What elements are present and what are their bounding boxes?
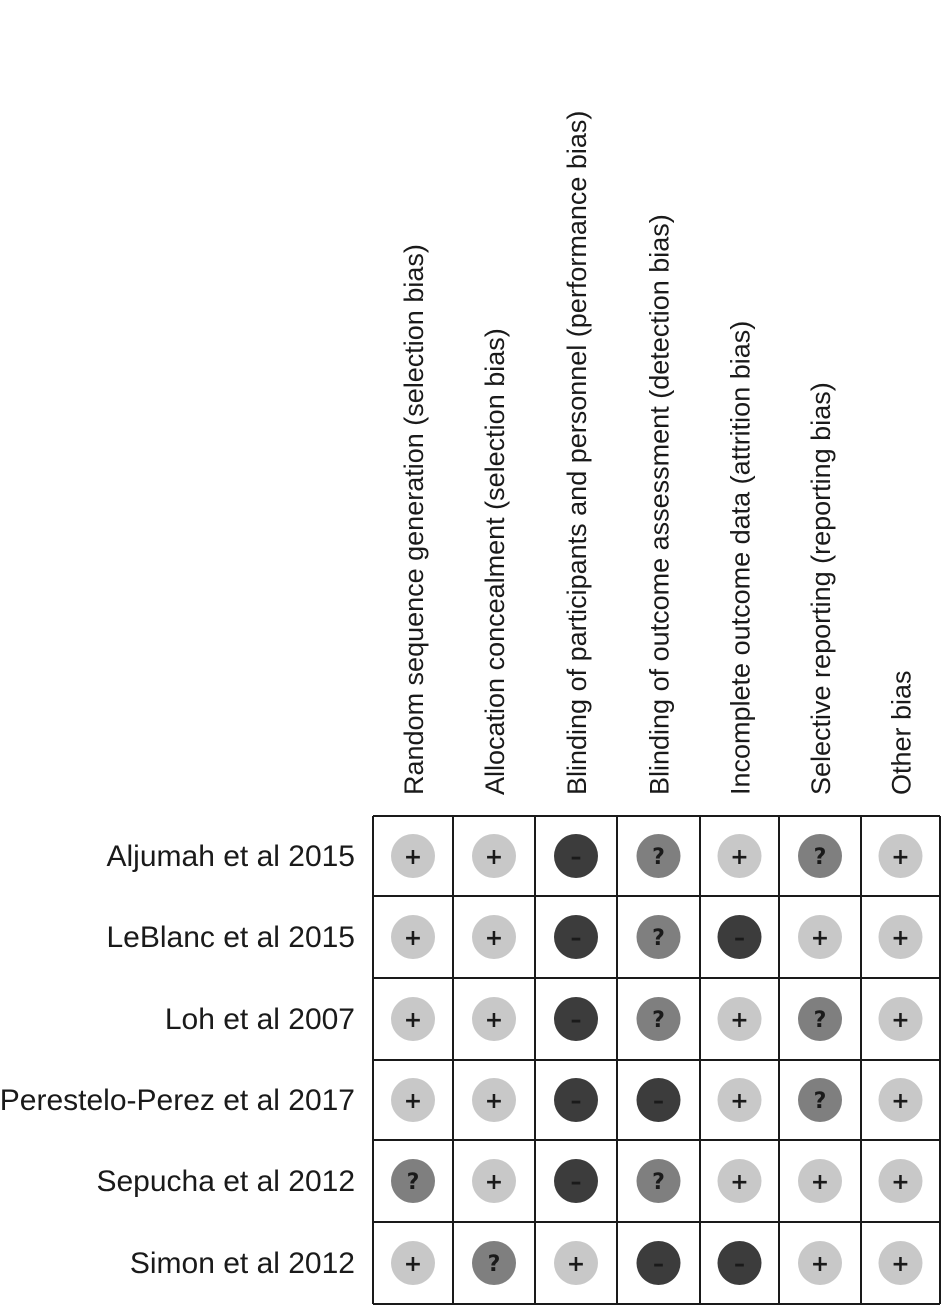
unclear-risk-symbol: ? — [652, 845, 665, 870]
high-risk-symbol: – — [570, 1170, 582, 1195]
low-risk-symbol: + — [730, 1008, 749, 1033]
low-risk-symbol: + — [403, 1008, 423, 1033]
low-risk-symbol: + — [891, 1252, 910, 1277]
column-label: Allocation concealment (selection bias) — [480, 328, 510, 795]
low-risk-symbol: + — [484, 1008, 504, 1033]
column-label: Other bias — [886, 670, 917, 795]
low-risk-symbol: + — [484, 845, 504, 870]
high-risk-symbol: – — [570, 1089, 582, 1114]
low-risk-symbol: + — [810, 926, 830, 951]
unclear-risk-symbol: ? — [813, 845, 827, 870]
low-risk-symbol: + — [403, 845, 423, 870]
column-label: Incomplete outcome data (attrition bias) — [725, 320, 756, 795]
unclear-risk-symbol: ? — [813, 1008, 827, 1033]
unclear-risk-symbol: ? — [487, 1252, 501, 1277]
low-risk-symbol: + — [730, 1089, 749, 1114]
low-risk-symbol: + — [810, 1170, 830, 1195]
high-risk-symbol: – — [734, 926, 745, 951]
column-label: Blinding of outcome assessment (detection bias) — [644, 214, 675, 795]
column-labels — [399, 111, 917, 795]
low-risk-symbol: + — [891, 1170, 910, 1195]
unclear-risk-symbol: ? — [652, 1170, 665, 1195]
high-risk-symbol: – — [653, 1089, 664, 1114]
row-label: Loh et al 2007 — [164, 1003, 355, 1036]
high-risk-symbol: – — [653, 1252, 664, 1277]
low-risk-symbol: + — [484, 1089, 504, 1114]
high-risk-symbol: – — [734, 1252, 745, 1277]
high-risk-symbol: – — [570, 1008, 582, 1033]
low-risk-symbol: + — [891, 1008, 910, 1033]
low-risk-symbol: + — [891, 845, 910, 870]
low-risk-symbol: + — [403, 1089, 423, 1114]
row-labels — [0, 840, 355, 1280]
low-risk-symbol: + — [810, 1252, 830, 1277]
low-risk-symbol: + — [730, 1170, 749, 1195]
low-risk-symbol: + — [730, 845, 749, 870]
unclear-risk-symbol: ? — [406, 1170, 420, 1195]
low-risk-symbol: + — [484, 1170, 504, 1195]
column-label: Blinding of participants and personnel (performance bias) — [562, 110, 592, 795]
row-label: Aljumah et al 2015 — [106, 840, 355, 873]
table-grid — [373, 816, 940, 1304]
unclear-risk-symbol: ? — [652, 926, 665, 951]
row-label: Sepucha et al 2012 — [96, 1165, 355, 1198]
low-risk-symbol: + — [566, 1252, 586, 1277]
column-label: Selective reporting (reporting bias) — [806, 382, 836, 795]
low-risk-symbol: + — [484, 926, 504, 951]
low-risk-symbol: + — [891, 1089, 910, 1114]
low-risk-symbol: + — [891, 926, 910, 951]
unclear-risk-symbol: ? — [652, 1008, 665, 1033]
low-risk-symbol: + — [403, 926, 423, 951]
unclear-risk-symbol: ? — [813, 1089, 827, 1114]
row-label: Simon et al 2012 — [129, 1247, 355, 1280]
row-label: LeBlanc et al 2015 — [106, 921, 355, 954]
high-risk-symbol: – — [570, 926, 582, 951]
row-label: Perestelo-Perez et al 2017 — [0, 1084, 355, 1117]
high-risk-symbol: – — [570, 845, 582, 870]
column-label: Random sequence generation (selection bias) — [399, 244, 429, 795]
low-risk-symbol: + — [403, 1252, 423, 1277]
